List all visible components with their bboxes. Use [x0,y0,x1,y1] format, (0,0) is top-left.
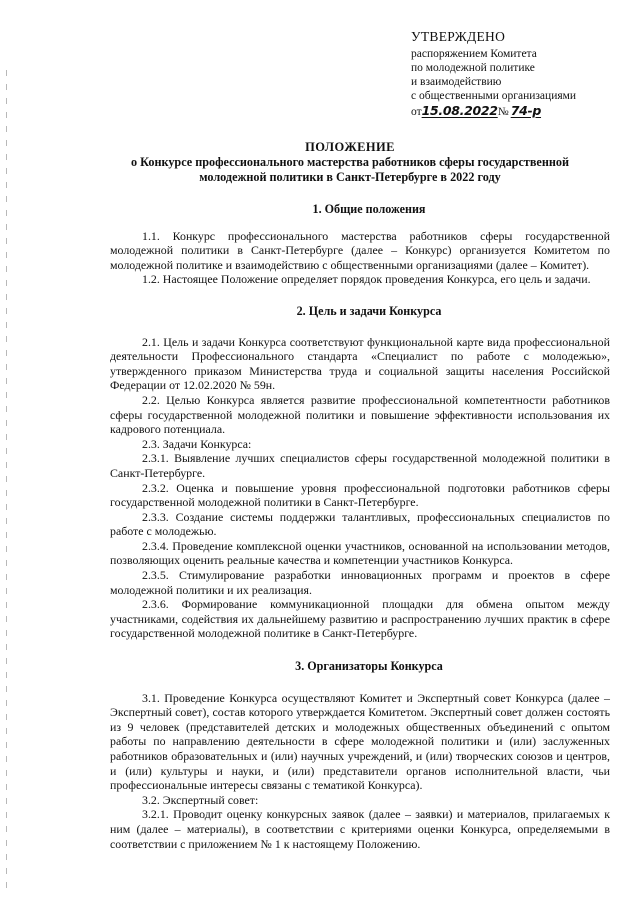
paragraph: 2.3.2. Оценка и повышение уровня профессиональной подготовки работников сферы государственной молодежной политики в Санкт-Петербурге. [110,480,610,510]
section-heading: 1. Общие положения [312,202,426,216]
approval-stamp [411,28,631,119]
paragraph: 1.2. Настоящее Положение определяет порядок проведения Конкурса, его цель и задачи. [142,272,591,287]
paragraph: 2.3.6. Формирование коммуникационной площадки для обмена опытом между участниками, содействия их дальнейшему развитию и распространению лучших практик в сфере государственной молодежной политике в Санкт-Петербурге. [110,597,610,641]
paragraph: 2.3.1. Выявление лучших специалистов сферы государственной молодежной политики в Санкт-Петербурге. [110,451,610,480]
number-symbol: № [497,106,509,118]
approval-line: и взаимодействию [411,76,502,88]
paragraph: 2.3. Задачи Конкурса: [142,436,252,451]
approval-date-number [411,104,631,119]
document-title [80,140,620,185]
paragraph: 3.2. Экспертный совет: [142,792,259,807]
left-margin-scan-line [6,70,7,890]
title-line: молодежной политики в Санкт-Петербурге в 2022 году [199,170,501,184]
document-type: ПОЛОЖЕНИЕ [305,140,395,154]
handwritten-number: 74-р [510,103,542,118]
paragraph: 1.1. Конкурс профессионального мастерства работников сферы государственной молодежной политики в Санкт-Петербурге (далее – Конкурс) организуется Комитетом по молодежной политике и взаимодействию с общественными организациями (далее – Комитет). [110,228,610,272]
document-body [110,202,610,851]
paragraph: 3.2.1. Проводит оценку конкурсных заявок (далее – заявки) и материалов, прилагаемых к ним (далее – материалы), в соответствии с критериями оценки Конкурса, определяемыми в соответствии с приложением № 1 к настоящему Положению. [110,807,610,851]
approval-line: распоряжением Комитета [411,48,537,60]
paragraph: 3.1. Проведение Конкурса осуществляют Комитет и Экспертный совет Конкурса (далее – Экспертный совет), состав которого утверждается Комитетом. Экспертный совет должен состоять из 9 человек (представителей детских и молодежных общественных объединений с опытом работы по направлению деятельности в сфере молодежной политики и (или) заслуженных работников образовательных и (или) научных учреждений, и (или) творческих союзов и центров, и (или) культуры и науки, и (или) представители органов исполнительной власти, чьи профессиональные интересы связаны с тематикой Конкурса). [110,690,610,793]
date-prefix: от [411,106,422,118]
approval-line: с общественными организациями [411,90,577,102]
title-line: о Конкурсе профессионального мастерства работников сферы государственной [130,155,569,169]
approval-heading: УТВЕРЖДЕНО [411,29,506,44]
paragraph: 2.1. Цель и задачи Конкурса соответствуют функциональной карте вида профессиональной деятельности Профессионального стандарта «Специалист по работе с молодежью», утвержденного приказом Министерства труда и социальной защиты населения Российской Федерации от 12.02.2020 № 59н. [110,334,610,393]
paragraph: 2.3.5. Стимулирование разработки инновационных программ и проектов в сфере молодежной политики и их реализация. [110,568,610,597]
approval-line: по молодежной политике [411,62,535,74]
paragraph: 2.2. Целью Конкурса является развитие профессиональной компетентности работников сферы государственной молодежной политики и повышение эффективности использования их кадрового потенциала. [110,392,610,437]
handwritten-date: 15.08.2022 [421,103,498,118]
section-heading: 3. Организаторы Конкурса [295,659,443,674]
paragraph: 2.3.4. Проведение комплексной оценки участников, основанной на использовании методов, позволяющих оценить реальные качества и компетенции участников Конкурса. [110,538,610,568]
paragraph: 2.3.3. Создание системы поддержки талантливых, профессиональных специалистов по работе с молодежью. [110,509,610,539]
section-heading: 2. Цель и задачи Конкурса [296,303,442,318]
